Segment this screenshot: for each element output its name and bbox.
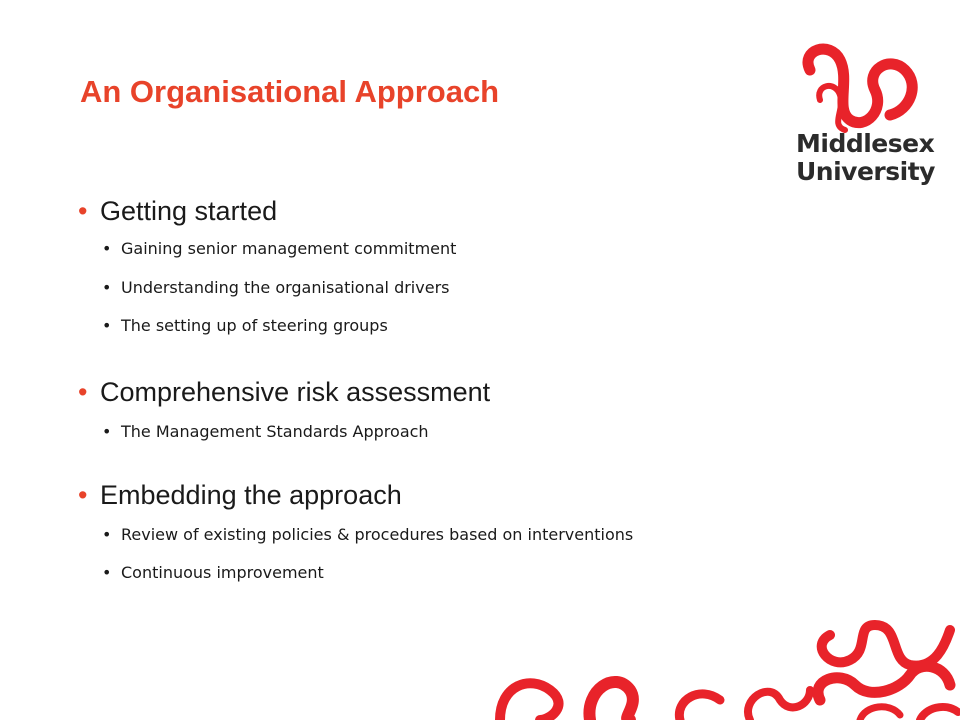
- sub-item-text: Review of existing policies & procedures based on interventions: [121, 525, 634, 544]
- sub-item-text: The Management Standards Approach: [121, 422, 429, 441]
- logo-line-2: University: [796, 157, 935, 186]
- bullet-icon: •: [102, 316, 112, 335]
- sub-item: [78, 316, 456, 336]
- section-embedding: [78, 480, 633, 583]
- sub-item: [78, 563, 633, 583]
- logo-wordmark: [796, 130, 935, 186]
- sub-item: [78, 525, 633, 545]
- sub-item: [78, 239, 456, 259]
- sub-item-text: Continuous improvement: [121, 563, 324, 582]
- section-heading: [78, 377, 490, 408]
- bullet-icon: •: [78, 196, 88, 226]
- section-heading: [78, 196, 456, 227]
- bullet-icon: •: [78, 377, 88, 407]
- section-heading-text: Getting started: [100, 196, 278, 226]
- bullet-icon: •: [102, 278, 112, 297]
- bullet-icon: •: [78, 480, 88, 510]
- bullet-icon: •: [102, 525, 112, 544]
- section-risk-assessment: [78, 377, 490, 442]
- logo-line-1: Middlesex: [796, 129, 935, 158]
- bullet-icon: •: [102, 563, 112, 582]
- decorative-ribbon-graphic: [480, 590, 960, 720]
- section-heading-text: Embedding the approach: [100, 480, 402, 510]
- sub-item: [78, 278, 456, 298]
- sub-item-text: The setting up of steering groups: [121, 316, 388, 335]
- bullet-icon: •: [102, 422, 112, 441]
- sub-item-text: Gaining senior management commitment: [121, 239, 457, 258]
- slide-title: An Organisational Approach: [80, 74, 500, 109]
- section-heading-text: Comprehensive risk assessment: [100, 377, 491, 407]
- bullet-icon: •: [102, 239, 112, 258]
- section-heading: [78, 480, 633, 511]
- sub-item: [78, 422, 490, 442]
- section-getting-started: [78, 196, 456, 336]
- sub-item-text: Understanding the organisational drivers: [121, 278, 450, 297]
